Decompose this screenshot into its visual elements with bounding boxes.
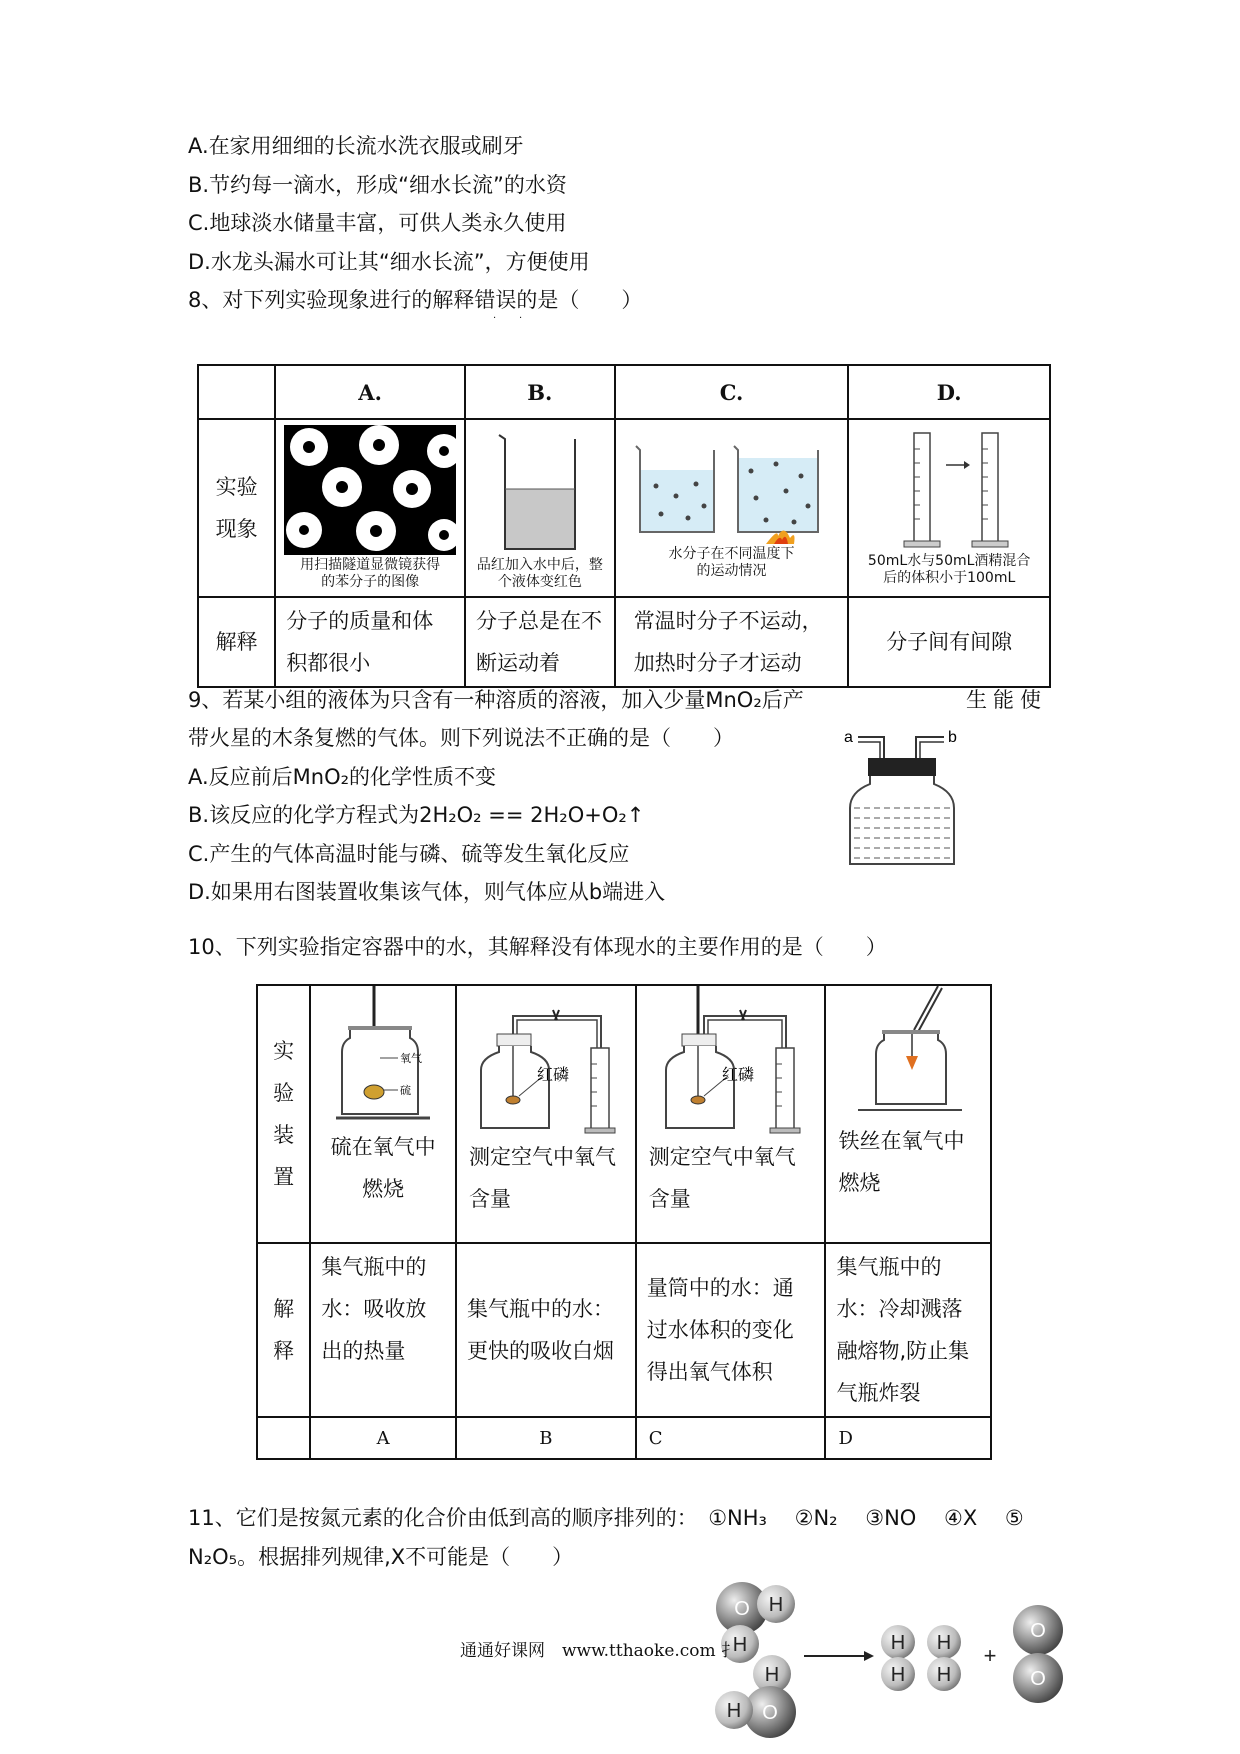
q8-cell-b [465, 419, 615, 597]
plus-sign: + [983, 1643, 997, 1668]
q11-line-2: N₂O₅。根据排列规律,X不可能是（ ） [188, 1545, 574, 1569]
water-decomposition-diagram [700, 1572, 1080, 1744]
q8-header-b: B. [465, 365, 615, 419]
q8-cell-a [275, 419, 465, 597]
q10-experiment-b: 测定空气中氧气含量 [469, 1145, 617, 1211]
q10-cell-b [456, 985, 636, 1243]
q10-row-label-explanation [257, 1243, 310, 1417]
q8-explanation-a: 分子的质量和体积都很小 [275, 597, 465, 687]
atom-o: O [1030, 1620, 1046, 1642]
gas-collection-bottle [840, 722, 970, 872]
atom-o: O [762, 1702, 778, 1724]
q10-cell-a [310, 985, 456, 1243]
q10-label-char: 装 [273, 1123, 295, 1147]
q10-stem: 10、下列实验指定容器中的水，其解释没有体现水的主要作用的是（ ） [188, 935, 887, 959]
beaker-icon [485, 425, 595, 555]
q10-row-label-apparatus [257, 985, 310, 1243]
q8-header-a: A. [275, 365, 465, 419]
q8-row-label-explanation: 解释 [198, 597, 275, 687]
q7-option-d: D.水龙头漏水可让其“细水长流”，方便使用 [188, 250, 590, 274]
q10-cell-d [825, 985, 991, 1243]
q10-experiment-c: 测定空气中氧气含量 [648, 1145, 796, 1211]
sulfur-burning-jar [318, 986, 448, 1126]
q9-stem-line-1: 9、若某小组的液体为只含有一种溶质的溶液，加入少量MnO₂后产 [188, 688, 804, 712]
q8-header-c: C. [615, 365, 849, 419]
q7-option-a: A.在家用细细的长流水洗衣服或刷牙 [188, 134, 524, 158]
q10-explanation-b: 集气瓶中的水：更快的吸收白烟 [456, 1243, 636, 1417]
atom-h: H [890, 1632, 906, 1654]
oxygen-label: 氧气 [400, 1052, 423, 1065]
q8-explanation-d: 分子间有间隙 [848, 597, 1050, 687]
red-phosphorus-apparatus-b [463, 986, 629, 1136]
q10-label-char: 置 [273, 1165, 295, 1189]
red-phosphorus-label: 红磷 [536, 1065, 569, 1084]
q8-explanation-b: 分子总是在不断运动着 [465, 597, 615, 687]
q10-table [256, 984, 992, 1460]
atom-h: H [890, 1664, 906, 1686]
atom-h: H [764, 1664, 780, 1686]
q8-row-label-phenomenon [198, 419, 275, 597]
page-footer: 通通好课网 www.tthaoke.com 扌 [460, 1641, 739, 1661]
q10-choice-b: B [456, 1417, 636, 1459]
q10-cell-c [636, 985, 826, 1243]
q10-choice-a: A [310, 1417, 456, 1459]
atom-h: H [726, 1700, 742, 1722]
port-a-label: a [844, 729, 853, 746]
q8-table [197, 364, 1051, 688]
q10-empty-cell [257, 1417, 310, 1459]
q9-stem-line-2: 带火星的木条复燃的气体。则下列说法不正确的是（ ） [188, 726, 734, 750]
q10-label-char: 验 [273, 1081, 295, 1105]
atom-o: O [1030, 1668, 1046, 1690]
q10-label-char: 实 [273, 1039, 295, 1063]
red-phosphorus-apparatus-c [643, 986, 819, 1136]
q10-label-char: 解 [273, 1297, 295, 1321]
q8-row-label-line-2: 现象 [215, 517, 258, 541]
q11-line-1: 11、它们是按氮元素的化合价由低到高的顺序排列的： ①NH₃ ②N₂ ③NO ④X ⑤ [188, 1506, 1024, 1530]
q8-stem: 8、对下列实验现象进行的解释错误的是（ ） [188, 288, 643, 312]
atom-h: H [768, 1594, 784, 1616]
emphasis-dot: · [519, 313, 523, 324]
q10-label-char: 释 [273, 1339, 295, 1363]
benzene-stm-image [284, 425, 456, 555]
q8-caption-a: 用扫描隧道显微镜获得的苯分子的图像 [300, 557, 441, 590]
q8-explanation-c: 常温时分子不运动，加热时分子才运动 [615, 597, 849, 687]
q8-caption-b: 品红加入水中后，整个液体变红色 [476, 557, 603, 590]
q9-option-d: D.如果用右图装置收集该气体，则气体应从b端进入 [188, 880, 666, 904]
atom-o: O [734, 1598, 750, 1620]
q9-option-a: A.反应前后MnO₂的化学性质不变 [188, 765, 497, 789]
emphasis-dot: · [493, 313, 497, 324]
q8-caption-c: 水分子在不同温度下的运动情况 [668, 546, 795, 579]
q10-experiment-a: 硫在氧气中燃烧 [330, 1135, 436, 1201]
q10-experiment-d: 铁丝在氧气中燃烧 [838, 1129, 965, 1195]
q8-cell-d [848, 419, 1050, 597]
q8-row-label-line-1: 实验 [215, 475, 258, 499]
q9-option-b: B.该反应的化学方程式为2H₂O₂ == 2H₂O+O₂↑ [188, 803, 645, 827]
q9-option-c: C.产生的气体高温时能与磷、硫等发生氧化反应 [188, 842, 630, 866]
water-molecules-beakers [626, 436, 838, 546]
red-phosphorus-label: 红磷 [721, 1065, 754, 1084]
measuring-cylinders [874, 429, 1024, 553]
q7-option-c: C.地球淡水储量丰富，可供人类永久使用 [188, 211, 567, 235]
q8-header-d: D. [848, 365, 1050, 419]
q8-caption-d: 50mL水与50mL酒精混合后的体积小于100mL [867, 553, 1031, 586]
atom-h: H [732, 1634, 748, 1656]
iron-wire-burning-jar [838, 986, 978, 1120]
q8-cell-c [615, 419, 849, 597]
atom-h: H [936, 1664, 952, 1686]
q10-choice-d: D [825, 1417, 991, 1459]
atom-h: H [936, 1632, 952, 1654]
q10-explanation-a: 集气瓶中的水：吸收放出的热量 [310, 1243, 456, 1417]
port-b-label: b [948, 729, 957, 746]
q8-corner-cell [198, 365, 275, 419]
sulfur-label: 硫 [400, 1084, 412, 1097]
q9-stem-tail: 生能使 [966, 688, 1047, 712]
q7-option-b: B.节约每一滴水，形成“细水长流”的水资 [188, 173, 567, 197]
q10-explanation-d: 集气瓶中的水：冷却溅落融熔物,防止集气瓶炸裂 [825, 1243, 991, 1417]
q10-explanation-c: 量筒中的水：通过水体积的变化得出氧气体积 [636, 1243, 826, 1417]
q10-choice-c: C [636, 1417, 826, 1459]
